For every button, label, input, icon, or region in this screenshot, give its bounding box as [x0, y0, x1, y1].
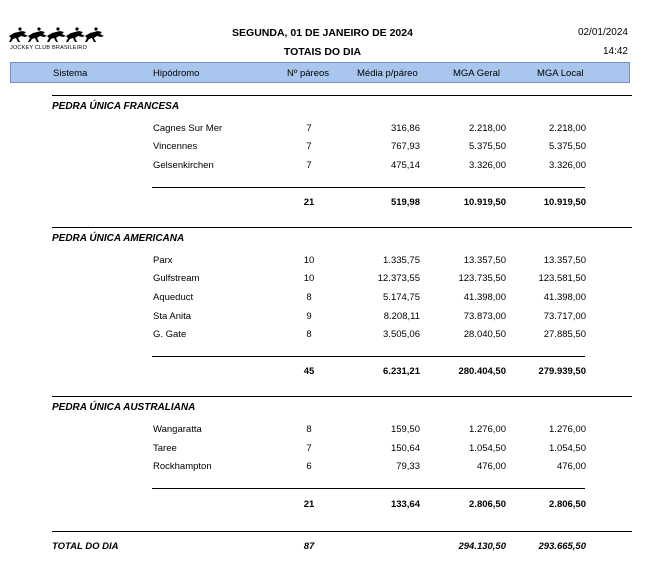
pareos-cell: 9	[306, 311, 312, 322]
mga-geral-cell: 3.326,00	[469, 160, 506, 171]
media-cell: 79,33	[396, 461, 420, 472]
table-row	[0, 255, 645, 269]
mga-geral-cell: 476,00	[476, 461, 506, 472]
subtotal-row	[0, 197, 645, 211]
hipodromo-cell: Taree	[153, 443, 177, 454]
subtotal-row	[0, 499, 645, 513]
subtotal-mga-local: 2.806,50	[549, 499, 586, 510]
total-mga-geral: 294.130,50	[458, 541, 506, 552]
mga-geral-cell: 41.398,00	[463, 292, 506, 303]
pareos-cell: 7	[306, 160, 312, 171]
hipodromo-cell: Cagnes Sur Mer	[153, 123, 223, 134]
subtotal-mga-geral: 10.919,50	[463, 197, 506, 208]
mga-local-cell: 27.885,50	[543, 329, 586, 340]
table-row	[0, 141, 645, 155]
media-cell: 159,50	[390, 424, 420, 435]
column-header-sistema: Sistema	[53, 68, 88, 79]
column-header-hipodromo: Hipódromo	[153, 68, 200, 79]
media-cell: 3.505,06	[383, 329, 420, 340]
media-cell: 150,64	[390, 443, 420, 454]
mga-local-cell: 73.717,00	[543, 311, 586, 322]
subtotal-pareos: 21	[303, 197, 315, 208]
pareos-cell: 8	[306, 424, 312, 435]
mga-geral-cell: 1.054,50	[469, 443, 506, 454]
media-cell: 767,93	[390, 141, 420, 152]
mga-local-cell: 3.326,00	[549, 160, 586, 171]
mga-geral-cell: 13.357,50	[463, 255, 506, 266]
pareos-cell: 7	[306, 443, 312, 454]
media-cell: 5.174,75	[383, 292, 420, 303]
mga-local-cell: 2.218,00	[549, 123, 586, 134]
pareos-cell: 10	[303, 273, 315, 284]
mga-geral-cell: 123.735,50	[458, 273, 506, 284]
report-subtitle: TOTAIS DO DIA	[283, 46, 362, 58]
subtotal-mga-geral: 2.806,50	[469, 499, 506, 510]
mga-local-cell: 1.276,00	[549, 424, 586, 435]
subtotal-mga-local: 10.919,50	[543, 197, 586, 208]
subtotal-mga-local: 279.939,50	[538, 366, 586, 377]
subtotal-media: 133,64	[390, 499, 420, 510]
pareos-cell: 7	[306, 141, 312, 152]
hipodromo-cell: Gelsenkirchen	[153, 160, 214, 171]
section-title: PEDRA ÚNICA FRANCESA	[52, 101, 180, 112]
table-row	[0, 461, 645, 475]
pareos-cell: 7	[306, 123, 312, 134]
subtotal-divider	[152, 187, 585, 188]
mga-local-cell: 13.357,50	[543, 255, 586, 266]
hipodromo-cell: Gulfstream	[153, 273, 200, 284]
hipodromo-cell: Parx	[153, 255, 173, 266]
mga-local-cell: 41.398,00	[543, 292, 586, 303]
total-row	[0, 541, 645, 555]
section-divider	[52, 95, 632, 96]
subtotal-pareos: 45	[303, 366, 315, 377]
column-header-bar	[10, 62, 630, 83]
subtotal-pareos: 21	[303, 499, 315, 510]
section-title: PEDRA ÚNICA AUSTRALIANA	[52, 402, 196, 413]
media-cell: 12.373,55	[377, 273, 420, 284]
hipodromo-cell: Vincennes	[153, 141, 198, 152]
table-row	[0, 160, 645, 174]
report-title: SEGUNDA, 01 DE JANEIRO DE 2024	[232, 27, 413, 39]
total-divider	[52, 531, 632, 532]
subtotal-row	[0, 366, 645, 380]
pareos-cell: 8	[306, 329, 312, 340]
mga-geral-cell: 2.218,00	[469, 123, 506, 134]
logo-text: JOCKEY CLUB BRASILEIRO	[10, 45, 88, 51]
table-row	[0, 424, 645, 438]
total-pareos: 87	[303, 541, 315, 552]
column-header-media: Média p/páreo	[357, 68, 418, 79]
table-row	[0, 311, 645, 325]
subtotal-media: 519,98	[390, 197, 420, 208]
mga-local-cell: 1.054,50	[549, 443, 586, 454]
mga-geral-cell: 5.375,50	[469, 141, 506, 152]
subtotal-divider	[152, 356, 585, 357]
media-cell: 1.335,75	[383, 255, 420, 266]
mga-geral-cell: 1.276,00	[469, 424, 506, 435]
hipodromo-cell: G. Gate	[153, 329, 187, 340]
table-row	[0, 123, 645, 137]
media-cell: 8.208,11	[383, 311, 420, 322]
mga-local-cell: 5.375,50	[549, 141, 586, 152]
mga-local-cell: 476,00	[556, 461, 586, 472]
report-date: 02/01/2024	[577, 27, 628, 38]
mga-local-cell: 123.581,50	[538, 273, 586, 284]
section-divider	[52, 227, 632, 228]
pareos-cell: 6	[306, 461, 312, 472]
hipodromo-cell: Wangaratta	[153, 424, 202, 435]
pareos-cell: 10	[303, 255, 315, 266]
hipodromo-cell: Rockhampton	[153, 461, 212, 472]
section-divider	[52, 396, 632, 397]
report-time: 14:42	[602, 46, 628, 57]
section-title: PEDRA ÚNICA AMERICANA	[52, 233, 185, 244]
pareos-cell: 8	[306, 292, 312, 303]
media-cell: 475,14	[390, 160, 420, 171]
table-row	[0, 443, 645, 457]
hipodromo-cell: Aqueduct	[153, 292, 194, 303]
subtotal-media: 6.231,21	[383, 366, 420, 377]
table-row	[0, 273, 645, 287]
total-mga-local: 293.665,50	[538, 541, 586, 552]
column-header-pareos: Nº páreos	[287, 68, 330, 79]
subtotal-divider	[152, 488, 585, 489]
column-header-mga-local: MGA Local	[537, 68, 584, 79]
hipodromo-cell: Sta Anita	[153, 311, 192, 322]
media-cell: 316,86	[390, 123, 420, 134]
total-label: TOTAL DO DIA	[52, 541, 119, 552]
table-row	[0, 329, 645, 343]
table-row	[0, 292, 645, 306]
column-header-mga-geral: MGA Geral	[453, 68, 500, 79]
mga-geral-cell: 73.873,00	[463, 311, 506, 322]
mga-geral-cell: 28.040,50	[463, 329, 506, 340]
subtotal-mga-geral: 280.404,50	[458, 366, 506, 377]
